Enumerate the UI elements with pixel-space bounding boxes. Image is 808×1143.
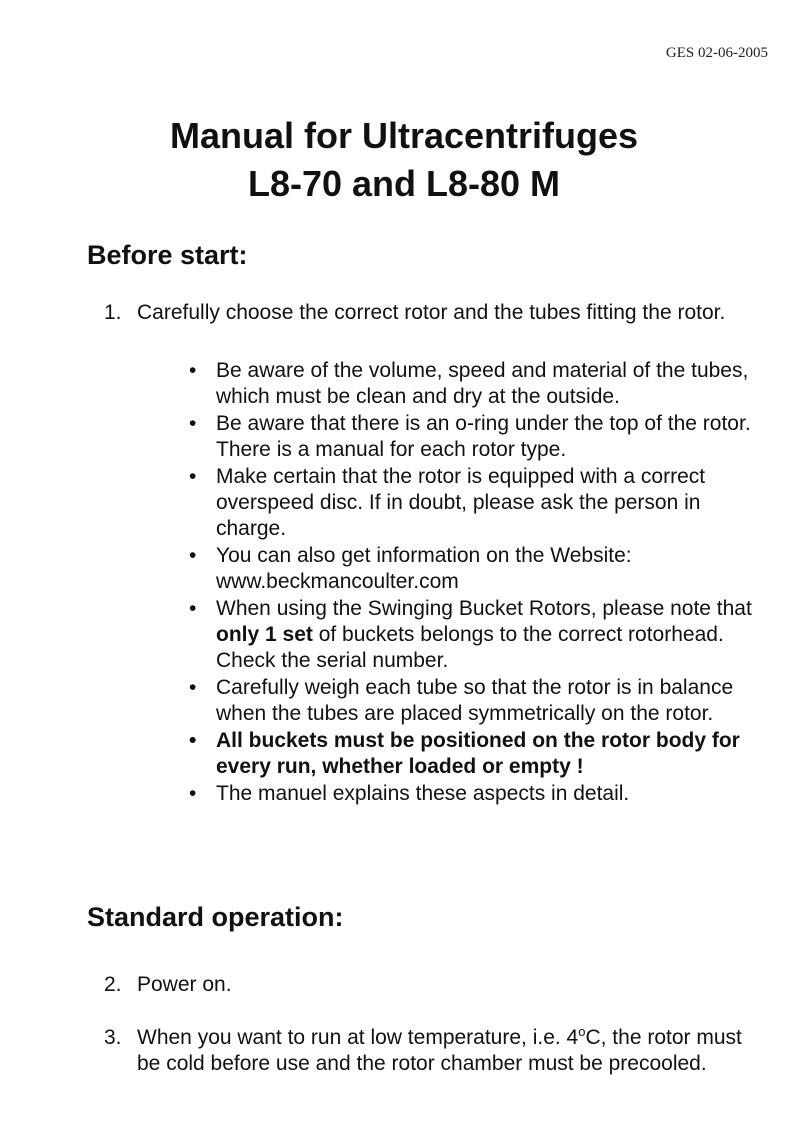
step-text: Power on. — [137, 973, 232, 996]
bullet-item-warning — [183, 728, 773, 780]
step-number: 3. — [104, 1026, 122, 1049]
bullet-text: The manuel explains these aspects in detail. — [216, 782, 630, 805]
bullet-text: All buckets must be positioned on the rotor body for every run, whether loaded or empty ! — [216, 729, 740, 778]
bullet-marker: • — [189, 465, 197, 488]
bullet-text: Be aware that there is an o-ring under the top of the rotor. There is a manual for each rotor type. — [216, 412, 751, 461]
bullet-marker: • — [189, 412, 197, 435]
bullet-text-emphasis: only 1 set — [216, 623, 313, 646]
bullet-marker: • — [189, 597, 197, 620]
page-title — [0, 112, 808, 208]
bullet-text: Make certain that the rotor is equipped with a correct overspeed disc. If in doubt, please ask the person in charge. — [216, 465, 706, 540]
bullet-marker: • — [189, 782, 197, 805]
bullet-text: Be aware of the volume, speed and material of the tubes, which must be clean and dry at the outside. — [216, 359, 749, 408]
bullet-item — [183, 411, 773, 463]
bullet-marker: • — [189, 676, 197, 699]
document-code: GES 02-06-2005 — [665, 45, 768, 61]
before-start-bullet-list — [183, 358, 773, 808]
bullet-item — [183, 675, 773, 727]
bullet-text-post: of buckets belongs to the correct rotorhead. Check the serial number. — [216, 623, 724, 672]
step-2 — [104, 972, 764, 998]
step-text — [104, 1025, 764, 1077]
bullet-text-pre: When using the Swinging Bucket Rotors, please note that — [216, 597, 752, 620]
bullet-marker: • — [189, 729, 197, 752]
title-line-1: Manual for Ultracentrifuges — [169, 115, 639, 156]
step-text-b: C, the rotor must be cold before use and the rotor chamber must be precooled. — [137, 1026, 742, 1075]
bullet-marker: • — [189, 359, 197, 382]
step-number: 1. — [104, 301, 122, 324]
section-heading-standard-operation: Standard operation: — [87, 902, 344, 932]
step-3 — [104, 1025, 764, 1077]
bullet-item — [183, 781, 773, 807]
step-number: 2. — [104, 973, 122, 996]
title-line-2: L8-70 and L8-80 M — [247, 163, 561, 204]
bullet-text: Carefully weigh each tube so that the rotor is in balance when the tubes are placed symmetrically on the rotor. — [216, 676, 734, 725]
step-text-a: When you want to run at low temperature, i.e. 4 — [137, 1026, 579, 1049]
bullet-text: You can also get information on the Website: www.beckmancoulter.com — [216, 544, 632, 593]
degree-superscript: o — [578, 1024, 586, 1039]
step-1 — [104, 300, 764, 326]
step-text: Carefully choose the correct rotor and the tubes fitting the rotor. — [137, 301, 726, 324]
bullet-item — [183, 358, 773, 410]
bullet-item — [183, 596, 773, 674]
bullet-item — [183, 543, 773, 595]
bullet-marker: • — [189, 544, 197, 567]
bullet-item — [183, 464, 773, 542]
section-heading-before-start: Before start: — [87, 240, 248, 270]
